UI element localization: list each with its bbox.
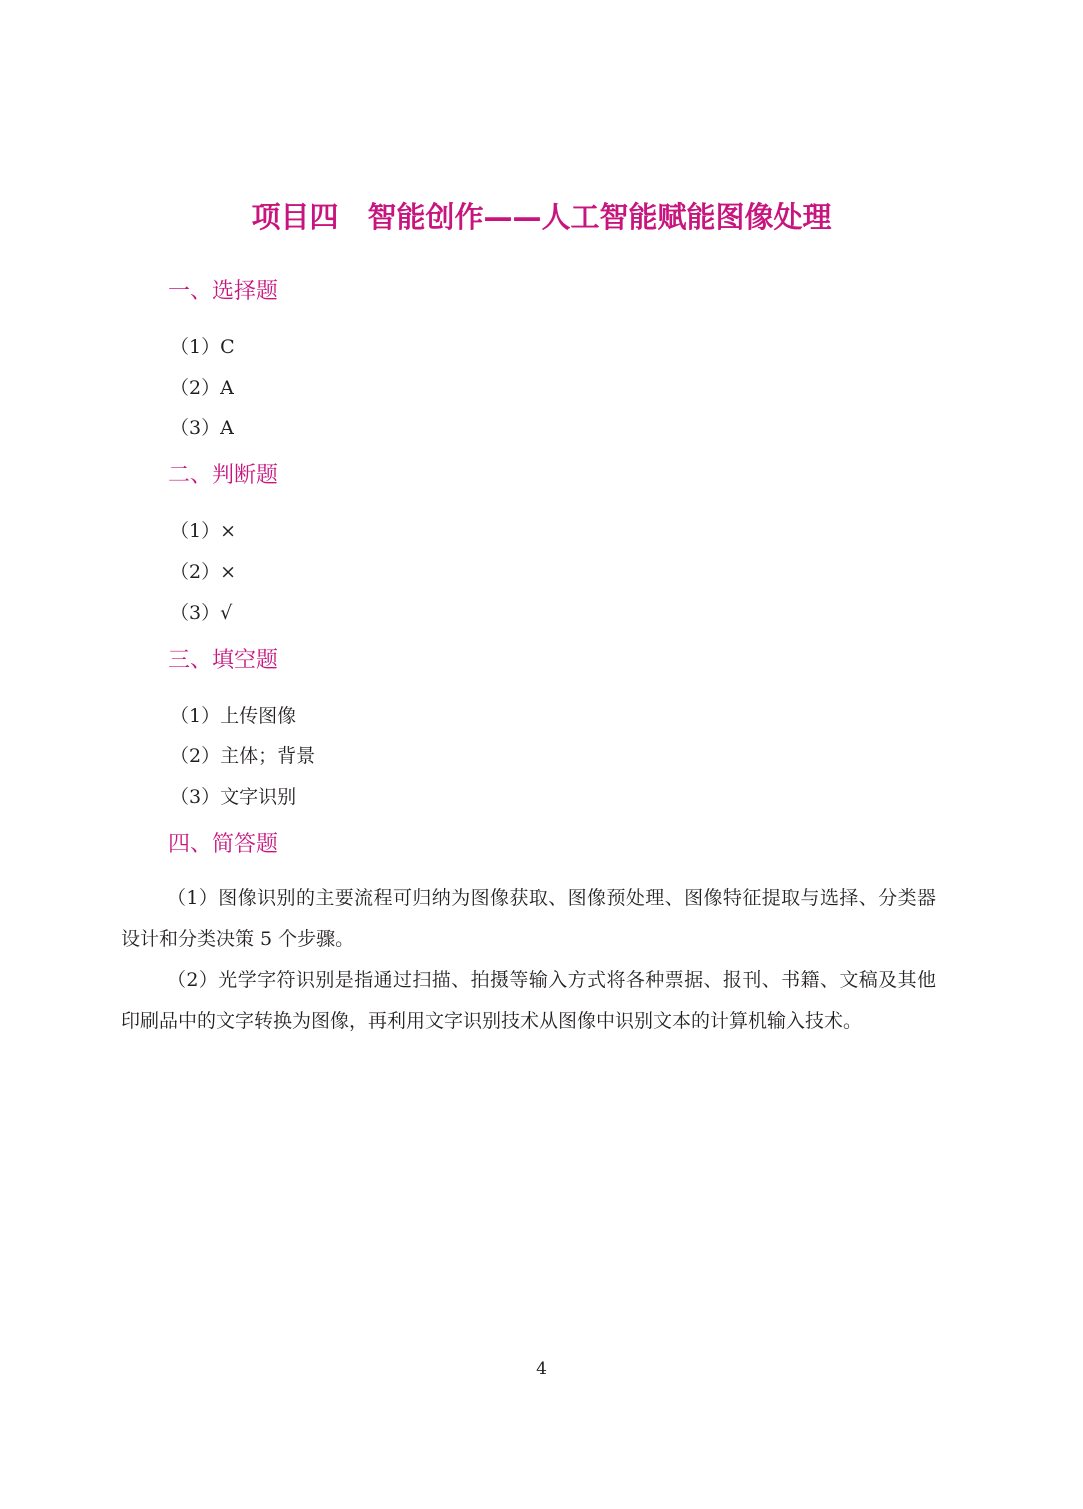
- answer-item-tf-3: （3）√: [170, 602, 233, 624]
- section-heading-multiple-choice: 一、选择题: [168, 279, 279, 304]
- answer-item-tf-2: （2）×: [170, 561, 237, 583]
- answer-item-mc-3: （3）A: [170, 417, 234, 439]
- answer-item-fb-2: （2）主体；背景: [170, 745, 316, 767]
- page-number: 4: [536, 1359, 547, 1379]
- answer-item-fb-1: （1）上传图像: [170, 705, 297, 727]
- section-heading-true-false: 二、判断题: [168, 463, 279, 488]
- section-heading-short-answer: 四、简答题: [168, 832, 279, 857]
- short-answer-paragraph-1: （1）图像识别的主要流程可归纳为图像获取、图像预处理、图像特征提取与选择、分类器设计和分类决策 5 个步骤。: [121, 887, 936, 950]
- answer-item-mc-2: （2）A: [170, 377, 234, 399]
- answer-item-tf-1: （1）×: [170, 520, 237, 542]
- short-answer-paragraph-2: （2）光学字符识别是指通过扫描、拍摄等输入方式将各种票据、报刊、书籍、文稿及其他印刷品中的文字转换为图像，再利用文字识别技术从图像中识别文本的计算机输入技术。: [121, 969, 936, 1032]
- page-title: 项目四 智能创作——人工智能赋能图像处理: [251, 200, 832, 234]
- section-heading-fill-blank: 三、填空题: [168, 648, 279, 673]
- answer-item-mc-1: （1）C: [170, 336, 235, 358]
- answer-item-fb-3: （3）文字识别: [170, 786, 297, 808]
